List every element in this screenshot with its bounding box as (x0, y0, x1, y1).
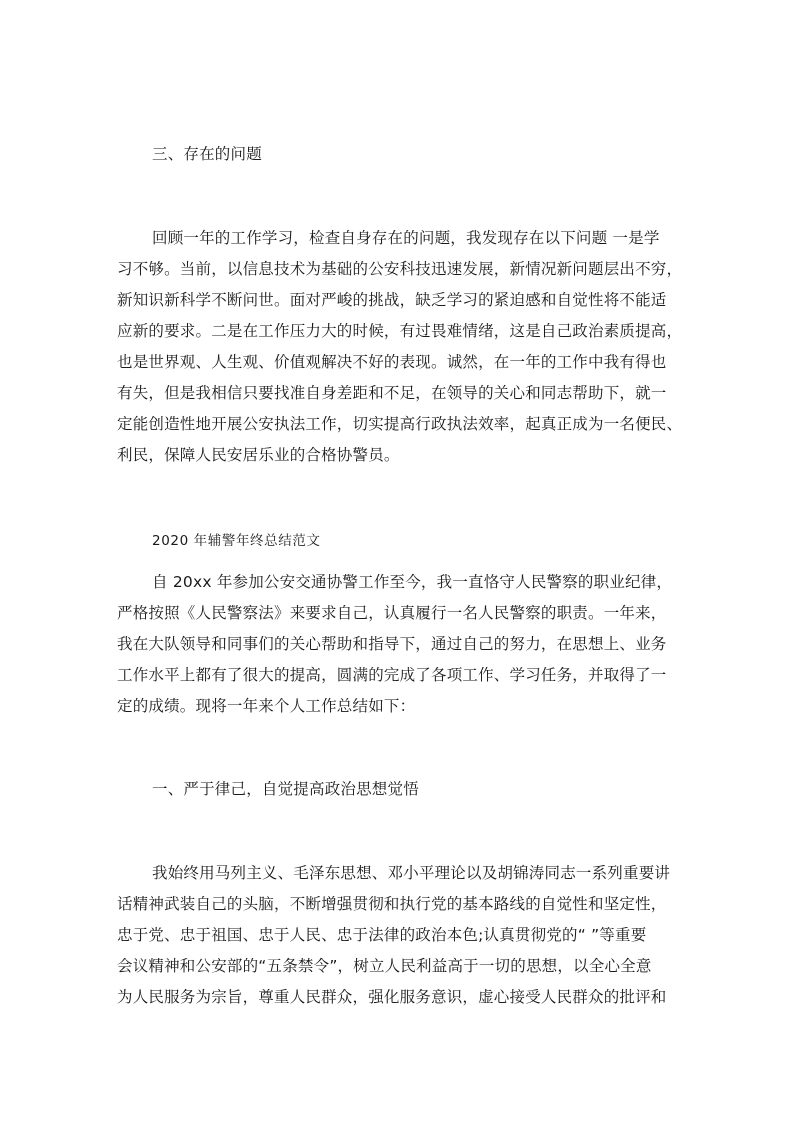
paragraph-line: 会议精神和公安部的“五条禁令”，树立人民利益高于一切的思想，以全心全意 (117, 957, 652, 975)
paragraph-line: 定能创造性地开展公安执法工作，切实提高行政执法效率，起真正成为一名便民、 (117, 415, 683, 433)
paragraph-line: 自 20xx 年参加公安交通协警工作至今，我一直恪守人民警察的职业纪律， (152, 573, 673, 591)
paragraph-line: 为人民服务为宗旨，尊重人民群众，强化服务意识，虚心接受人民群众的批评和 (117, 988, 667, 1006)
section-heading-self-discipline: 一、严于律己，自觉提高政治思想觉悟 (152, 780, 419, 798)
paragraph-line: 应新的要求。二是在工作压力大的时候，有过畏难情绪，这是自己政治素质提高， (117, 322, 683, 340)
paragraph-line: 我在大队领导和同事们的关心帮助和指导下，通过自己的努力，在思想上、业务 (117, 635, 667, 653)
paragraph-line: 我始终用马列主义、毛泽东思想、邓小平理论以及胡锦涛同志一系列重要讲 (152, 864, 671, 882)
paragraph-line: 严格按照《人民警察法》来要求自己，认真履行一名人民警察的职责。一年来， (117, 604, 667, 622)
paragraph-line: 有失，但是我相信只要找准自身差距和不足，在领导的关心和同志帮助下，就一 (117, 384, 667, 402)
paragraph-line: 话精神武装自己的头脑，不断增强贯彻和执行党的基本路线的自觉性和坚定性， (117, 895, 667, 913)
paragraph-line: 回顾一年的工作学习，检查自身存在的问题，我发现存在以下问题 一是学 (152, 229, 660, 247)
paragraph-line: 习不够。当前，以信息技术为基础的公安科技迅速发展，新情况新问题层出不穷， (117, 260, 683, 278)
article-title: 2020 年辅警年终总结范文 (152, 533, 321, 549)
paragraph-line: 定的成绩。现将一年来个人工作总结如下： (117, 697, 416, 715)
paragraph-line: 工作水平上都有了很大的提高，圆满的完成了各项工作、学习任务，并取得了一 (117, 666, 667, 684)
section-heading-problems: 三、存在的问题 (152, 145, 262, 163)
paragraph-line: 利民，保障人民安居乐业的合格协警员。 (117, 446, 400, 464)
paragraph-line: 忠于党、忠于祖国、忠于人民、忠于法律的政治本色;认真贯彻党的“ ”等重要 (117, 926, 647, 944)
paragraph-line: 新知识新科学不断问世。面对严峻的挑战，缺乏学习的紧迫感和自觉性将不能适 (117, 291, 667, 309)
paragraph-line: 也是世界观、人生观、价值观解决不好的表现。诚然，在一年的工作中我有得也 (117, 353, 667, 371)
